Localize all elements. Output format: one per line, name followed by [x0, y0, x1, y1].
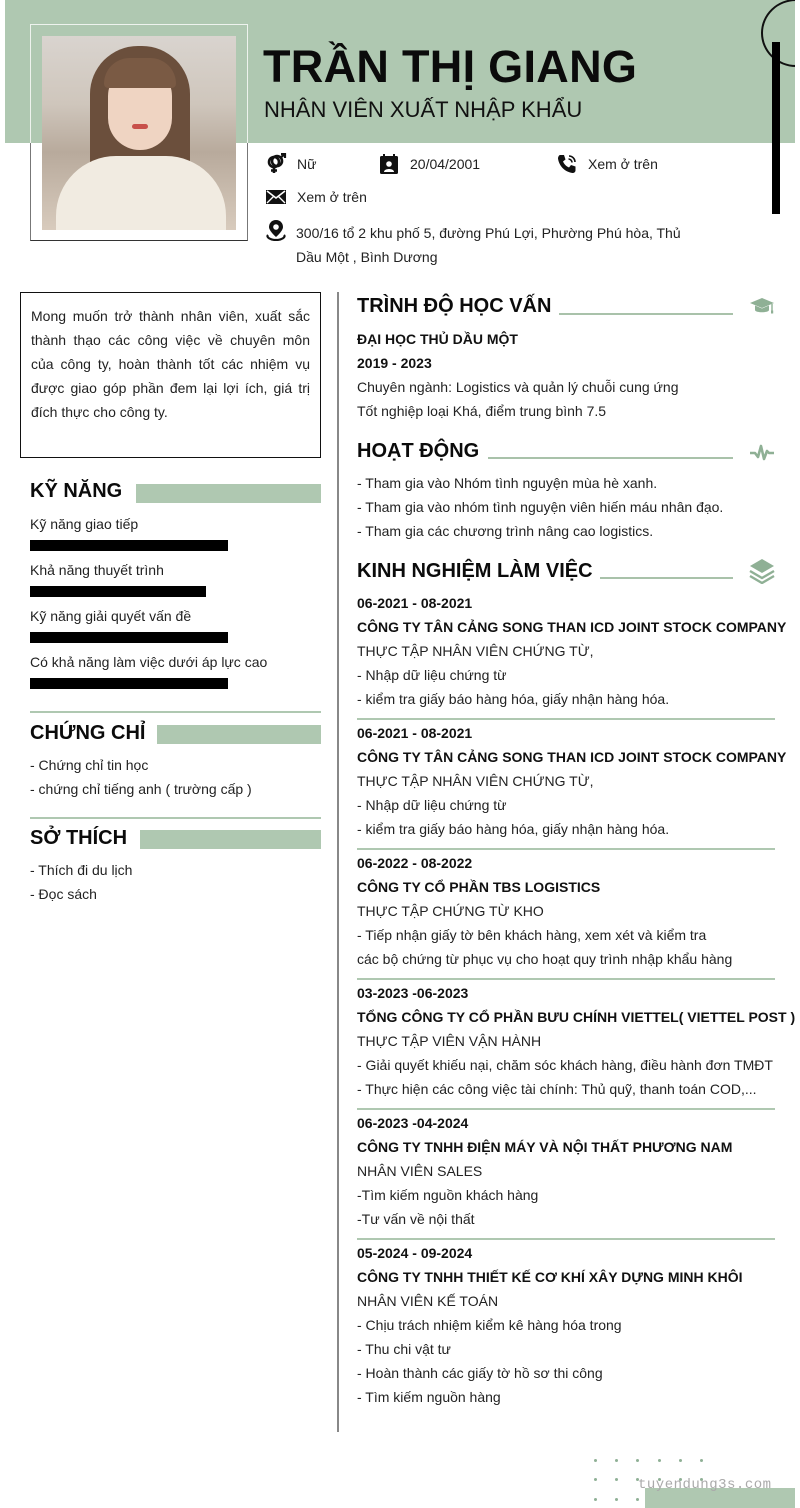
job-task: - Tìm kiếm nguồn hàng: [357, 1389, 501, 1405]
skill-level-bar: [30, 632, 228, 643]
section-divider: [30, 711, 321, 713]
gender-value: Nữ: [297, 156, 317, 172]
job-company: CÔNG TY CỔ PHẦN TBS LOGISTICS: [357, 879, 601, 895]
job-task: - Tiếp nhận giấy tờ bên khách hàng, xem xét và kiểm tra: [357, 927, 707, 943]
activity-item: - Tham gia vào nhóm tình nguyện viên hiến máu nhân đạo.: [357, 499, 724, 515]
skill-level-bar: [30, 540, 228, 551]
job-role: THỰC TẬP VIÊN VẬN HÀNH: [357, 1033, 542, 1049]
gender-icon: [265, 153, 287, 175]
job-period: 06-2021 - 08-2021: [357, 595, 473, 611]
skills-title-bar: [136, 484, 321, 503]
job-role: NHÂN VIÊN SALES: [357, 1163, 483, 1179]
job-company: TỔNG CÔNG TY CỔ PHẦN BƯU CHÍNH VIETTEL( VIETTEL POST ): [357, 1009, 796, 1025]
job-separator: [357, 1238, 775, 1240]
skill-label: Khả năng thuyết trình: [30, 562, 164, 578]
experience-title: KINH NGHIỆM LÀM VIỆC: [357, 560, 593, 582]
activities-title: HOẠT ĐỘNG: [357, 440, 480, 462]
job-role: THỰC TẬP CHỨNG TỪ KHO: [357, 903, 544, 919]
decorative-bar: [772, 42, 780, 214]
job-task: - Thu chi vật tư: [357, 1341, 451, 1357]
heartbeat-icon: [748, 441, 776, 463]
title-rule: [488, 457, 733, 459]
contact-gender: [265, 153, 316, 175]
column-divider: [337, 292, 339, 1432]
job-separator: [357, 848, 775, 850]
job-title: NHÂN VIÊN XUẤT NHẬP KHẨU: [264, 97, 583, 122]
job-task: - kiểm tra giấy báo hàng hóa, giấy nhận hàng hóa.: [357, 691, 670, 707]
contact-email: [265, 186, 367, 208]
education-line: Chuyên ngành: Logistics và quản lý chuỗi cung ứng: [357, 379, 679, 395]
skill-level-bar: [30, 678, 228, 689]
avatar: [42, 36, 236, 230]
job-separator: [357, 1108, 775, 1110]
contact-phone: [556, 153, 658, 175]
job-role: NHÂN VIÊN KẾ TOÁN: [357, 1293, 499, 1309]
certificate-item: - chứng chỉ tiếng anh ( trường cấp ): [30, 781, 252, 797]
job-task: các bộ chứng từ phục vụ cho hoạt quy trình nhập khẩu hàng: [357, 951, 733, 967]
address-value: 300/16 tổ 2 khu phố 5, đường Phú Lợi, Phường Phú hòa, Thủ Dầu Một , Bình Dương: [296, 225, 681, 265]
job-period: 05-2024 - 09-2024: [357, 1245, 473, 1261]
skill-label: Kỹ năng giải quyết vấn đề: [30, 608, 192, 624]
job-role: THỰC TẬP NHÂN VIÊN CHỨNG TỪ,: [357, 643, 594, 659]
calendar-icon: [378, 153, 400, 175]
birthday-value: 20/04/2001: [410, 156, 481, 172]
job-task: - Nhập dữ liệu chứng từ: [357, 797, 507, 813]
job-task: - Chịu trách nhiệm kiểm kê hàng hóa trong: [357, 1317, 622, 1333]
title-rule: [600, 577, 733, 579]
hobby-item: - Đọc sách: [30, 886, 97, 902]
section-divider: [30, 817, 321, 819]
job-period: 06-2021 - 08-2021: [357, 725, 473, 741]
hobbies-title: SỞ THÍCH: [30, 827, 128, 849]
job-period: 03-2023 -06-2023: [357, 985, 469, 1001]
job-period: 06-2022 - 08-2022: [357, 855, 473, 871]
skill-label: Kỹ năng giao tiếp: [30, 516, 139, 532]
graduation-cap-icon: [748, 295, 776, 317]
skills-title: KỸ NĂNG: [30, 480, 123, 502]
career-objective: Mong muốn trở thành nhân viên, xuất sắc thành thạo các công việc về chuyên môn của công ty, hoàn thành tốt các nhiệm vụ được giao góp phần đem lại lợi ích, giá trị đích thực cho công ty.: [20, 292, 321, 458]
phone-value: Xem ở trên: [588, 156, 658, 172]
candidate-name: TRẦN THỊ GIANG: [263, 41, 638, 92]
page-edge: [795, 0, 800, 1508]
job-task: -Tư vấn về nội thất: [357, 1211, 475, 1227]
job-separator: [357, 718, 775, 720]
certificate-item: - Chứng chỉ tin học: [30, 757, 149, 773]
skill-level-bar: [30, 586, 206, 597]
skill-label: Có khả năng làm việc dưới áp lực cao: [30, 654, 268, 670]
job-company: CÔNG TY TÂN CẢNG SONG THAN ICD JOINT STOCK COMPANY: [357, 749, 787, 765]
job-task: - Nhập dữ liệu chứng từ: [357, 667, 507, 683]
watermark: tuyendung3s.com: [638, 1477, 772, 1493]
school-name: ĐẠI HỌC THỦ DẦU MỘT: [357, 331, 518, 347]
activity-item: - Tham gia các chương trình nâng cao logistics.: [357, 523, 654, 539]
job-period: 06-2023 -04-2024: [357, 1115, 469, 1131]
activity-item: - Tham gia vào Nhóm tình nguyện mùa hè xanh.: [357, 475, 658, 491]
job-company: CÔNG TY TÂN CẢNG SONG THAN ICD JOINT STOCK COMPANY: [357, 619, 787, 635]
hobby-item: - Thích đi du lịch: [30, 862, 133, 878]
job-task: - Giải quyết khiếu nại, chăm sóc khách hàng, điều hành đơn TMĐT: [357, 1057, 773, 1073]
email-value: Xem ở trên: [297, 189, 367, 205]
job-task: - kiểm tra giấy báo hàng hóa, giấy nhận hàng hóa.: [357, 821, 670, 837]
contact-address-icon-row: [265, 219, 297, 241]
job-separator: [357, 978, 775, 980]
job-task: -Tìm kiếm nguồn khách hàng: [357, 1187, 539, 1203]
education-title: TRÌNH ĐỘ HỌC VẤN: [357, 295, 552, 317]
job-company: CÔNG TY TNHH ĐIỆN MÁY VÀ NỘI THẤT PHƯƠNG NAM: [357, 1139, 733, 1155]
certificates-title-bar: [157, 725, 321, 744]
email-icon: [265, 186, 287, 208]
job-task: - Thực hiện các công việc tài chính: Thủ quỹ, thanh toán COD,...: [357, 1081, 757, 1097]
job-company: CÔNG TY TNHH THIẾT KẾ CƠ KHÍ XÂY DỰNG MINH KHÔI: [357, 1269, 743, 1285]
certificates-title: CHỨNG CHỈ: [30, 722, 146, 744]
phone-icon: [556, 153, 578, 175]
contact-birthday: [378, 153, 480, 175]
education-line: Tốt nghiệp loại Khá, điểm trung bình 7.5: [357, 403, 607, 419]
layers-icon: [748, 558, 776, 584]
job-task: - Hoàn thành các giấy tờ hồ sơ thi công: [357, 1365, 603, 1381]
location-icon: [265, 219, 287, 241]
title-rule: [559, 313, 733, 315]
job-role: THỰC TẬP NHÂN VIÊN CHỨNG TỪ,: [357, 773, 594, 789]
hobbies-title-bar: [140, 830, 321, 849]
education-period: 2019 - 2023: [357, 355, 432, 371]
